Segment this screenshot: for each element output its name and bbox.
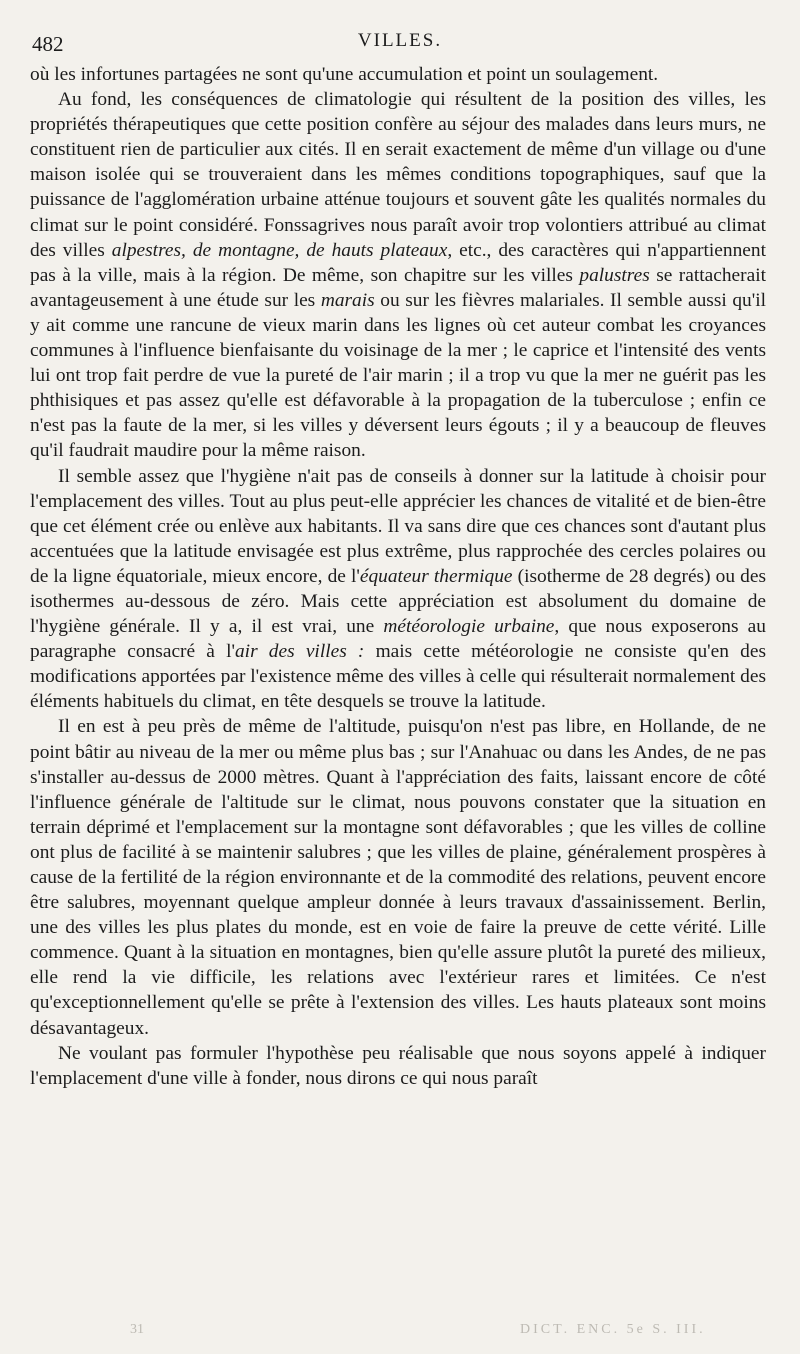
italic-text: air des villes : — [234, 641, 365, 663]
paragraph — [30, 62, 766, 87]
footer-signature-mark: DICT. ENC. 5e S. III. — [520, 1322, 706, 1337]
text-segment: , etc., des caractères qui n'appartiennent pas à la ville, mais à la région. De même, son chapitre sur les villes — [30, 239, 766, 286]
body-text — [30, 62, 766, 1091]
italic-text: alpestres, de montagne, de hauts plateaux — [111, 239, 448, 261]
paragraph — [30, 714, 766, 1040]
text-segment: Ne voulant pas formuler l'hypothèse peu réalisable que nous soyons appelé à indiquer l'emplacement d'une ville à fonder, nous dirons ce qui nous paraît — [30, 1042, 766, 1089]
italic-text: équateur thermique — [359, 565, 513, 587]
running-head: VILLES. — [357, 30, 443, 51]
text-segment: , que nous exposerons au paragraphe consacré à l' — [30, 616, 766, 663]
paragraph — [30, 87, 766, 463]
text-segment: se rattacherait avantageusement à une étude sur les — [30, 264, 766, 311]
page-footer-bleedthrough — [0, 1322, 800, 1344]
text-segment: où les infortunes partagées ne sont qu'une accumulation et point un soulagement. — [30, 64, 659, 85]
italic-text: météorologie urbaine — [383, 616, 555, 638]
paragraph — [30, 464, 766, 715]
italic-text: palustres — [579, 264, 650, 286]
paragraph — [30, 1041, 766, 1091]
page-header — [30, 28, 770, 58]
italic-text: marais — [320, 289, 375, 311]
text-segment: mais cette météorologie ne consiste qu'en des modifications apportées par l'existence même des villes à celle qui résulterait normalement des éléments habituels du climat, en tête desquels se trouve la latitude. — [30, 641, 766, 713]
page-number: 482 — [32, 32, 64, 56]
text-segment: (isotherme de 28 degrés) ou des isothermes au-dessous de zéro. Mais cette appréciation est absolument du domaine de l'hygiène générale. Il y a, il est vrai, une — [30, 565, 766, 638]
text-segment: ou sur les fièvres malariales. Il semble aussi qu'il y ait comme une rancune de vieux marin dans les lignes où cet auteur combat les croyances communes à l'influence bienfaisante du voisinage de la mer ; le caprice et l'intensité des vents lui ont trop fait perdre de vue la pureté de l'air marin ; il a trop vu que la mer ne guérit pas les phthisiques et pas assez qu'elle est défavorable à la propagation de la tuberculose ; enfin ce n'est pas la faute de la mer, si les villes y déversent leurs égouts ; il y a beaucoup de fleuves qu'il faudrait maudire pour la même raison. — [30, 289, 766, 462]
footer-signature-number: 31 — [130, 1322, 144, 1337]
text-segment: Il en est à peu près de même de l'altitude, puisqu'on n'est pas libre, en Hollande, de ne point bâtir au niveau de la mer ou même plus bas ; sur l'Anahuac ou dans les Andes, de ne pas s'installer au-dessus de 2000 mètres. Quant à l'appréciation des faits, laissant encore de côté l'influence générale de l'altitude sur le climat, nous pouvons constater que la situation en terrain déprimé et l'emplacement sur la montagne sont défavorables ; que les villes de colline ont plus de facilité à se maintenir salubres ; que les villes de plaine, généralement prospères à cause de la fertilité de la région environnante et de la commodité des relations, peuvent encore être salubres, moyennant quelque ampleur donnée à leurs travaux d'assainissement. Berlin, une des villes les plus plates du monde, est en voie de faire la preuve de cette vérité. Lille commence. Quant à la situation en montagnes, bien qu'elle assure plutôt la pureté des milieux, elle rend la vie difficile, les relations avec l'extérieur rares et limitées. Ce n'est qu'exceptionnellement qu'elle se prête à l'extension des villes. Les hauts plateaux sont moins désavantageux. — [30, 716, 766, 1039]
text-segment: Il semble assez que l'hygiène n'ait pas de conseils à donner sur la latitude à choisir pour l'emplacement des villes. Tout au plus peut-elle apprécier les chances de vitalité et de bien-être que cet élément crée ou enlève aux habitants. Il va sans dire que ces chances sont d'autant plus accentuées que la latitude envisagée est plus extrême, plus rapprochée des cercles polaires ou de la ligne équatoriale, mieux encore, de l' — [30, 465, 766, 587]
text-segment: Au fond, les conséquences de climatologie qui résultent de la position des villes, les propriétés thérapeutiques que cette position confère au séjour des malades dans leurs murs, ne constituent rien de particulier aux cités. Il en serait exactement de même d'un village ou d'une maison isolée qui se trouveraient dans les mêmes conditions topographiques, sauf que la puissance de l'agglomération urbaine atténue toujours et souvent gâte les qualités normales du climat sur le point considéré. Fonssagrives nous paraît avoir trop volontiers attribué au climat des villes — [30, 89, 766, 261]
